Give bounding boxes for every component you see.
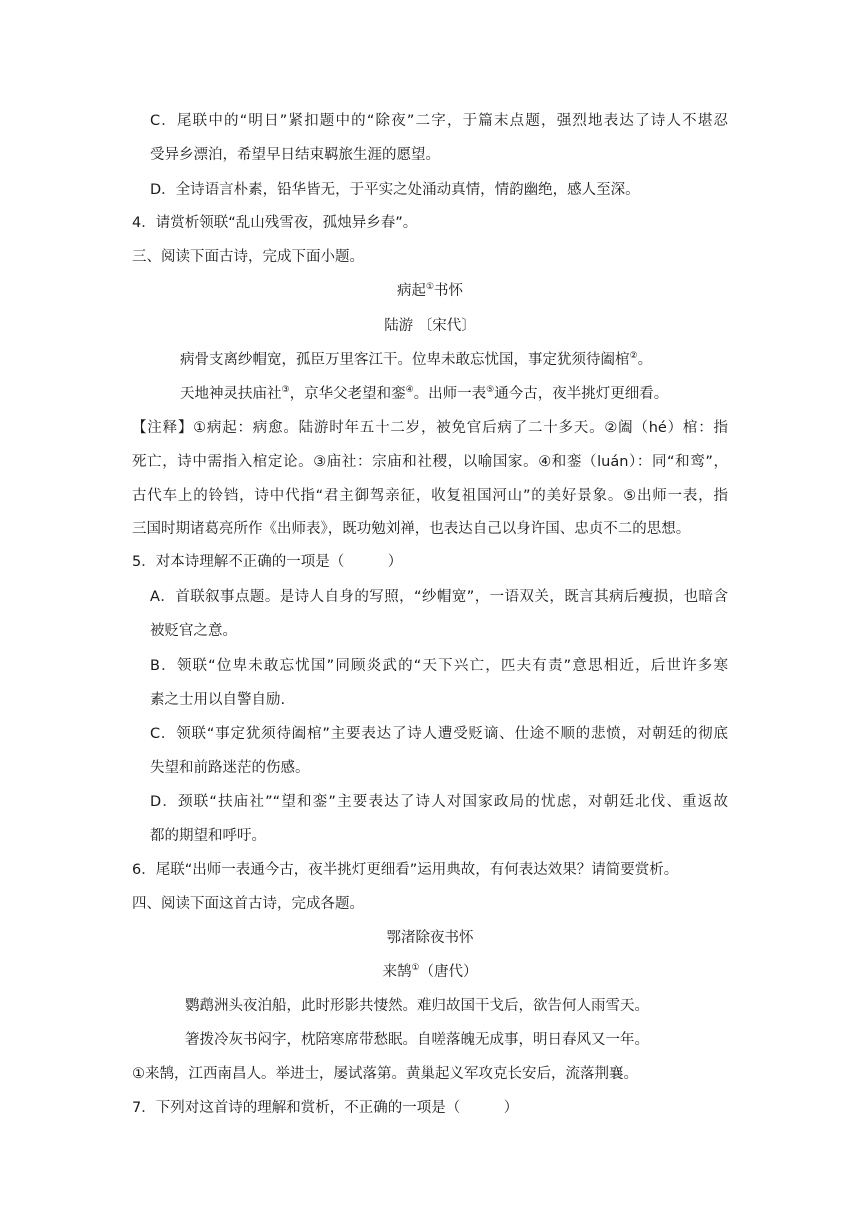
option-c-line1: C．尾联中的“明日”紧扣题中的“除夜”二字，于篇末点题，强烈地表达了诗人不堪忍: [150, 113, 728, 129]
q5-option-d-line2: 都的期望和呼吁。: [150, 828, 266, 844]
poem2-line-1: 鹦鹉洲头夜泊船，此时形影共悽然。难归故国干戈后，欲告何人雨雪天。: [185, 998, 649, 1014]
notes-line-3: 古代车上的铃铛，诗中代指“君主御驾亲征，收复祖国河山”的美好景象。⑤出师一表，指: [132, 488, 728, 504]
option-d: D．全诗语言朴素，铅华皆无，于平实之处涌动真情，情韵幽绝，感人至深。: [150, 182, 640, 198]
notes-line-2: 死亡，诗中需指入棺定论。③庙社：宗庙和社稷，以喻国家。④和銮（luán）：同“和鸾”，: [132, 454, 728, 470]
poem-title-bingqi: 病起①书怀: [396, 282, 464, 299]
poem-line-2: 天地神灵扶庙社③，京华父老望和銮④。出师一表⑤通今古，夜半挑灯更细看。: [180, 385, 669, 402]
q5-option-a-line2: 被贬官之意。: [150, 623, 237, 639]
section-3-heading: 三、阅读下面古诗，完成下面小题。: [132, 249, 364, 265]
poem2-note: ①来鹄，江西南昌人。举进士，屡试落第。黄巢起义军攻克长安后，流落荆襄。: [132, 1066, 638, 1082]
question-5: 5．对本诗理解不正确的一项是（ ）: [132, 554, 403, 570]
poem-author-laihu: 来鹄①（唐代）: [382, 963, 478, 980]
poem2-line-2: 箸拨冷灰书闷字，枕陪寒席带愁眠。自嗟落魄无成事，明日春风又一年。: [185, 1032, 649, 1048]
section-4-heading: 四、阅读下面这首古诗，完成各题。: [132, 896, 364, 912]
q5-option-b-line2: 素之士用以自警自励.: [150, 692, 286, 708]
notes-line-4: 三国时期诸葛亮所作《出师表》，既功勉刘禅，也表达自己以身许国、忠贞不二的思想。: [132, 521, 691, 537]
q5-option-d-line1: D．颈联“扶庙社”“望和銮”主要表达了诗人对国家政局的忧虑，对朝廷北伐、重返故: [150, 794, 728, 810]
question-6: 6．尾联“出师一表通今古，夜半挑灯更细看”运用典故，有何表达效果？请简要赏析。: [132, 862, 679, 878]
q5-option-a-line1: A．首联叙事点题。是诗人自身的写照，“纱帽宽”，一语双关，既言其病后瘦损，也暗含: [150, 589, 728, 605]
poem-line-1: 病骨支离纱帽宽，孤臣万里客江干。位卑未敢忘忧国，事定犹须待阖棺②。: [180, 351, 653, 368]
question-7: 7．下列对这首诗的理解和赏析，不正确的一项是（ ）: [132, 1100, 519, 1116]
poem-title-ezhu: 鄂渚除夜书怀: [386, 930, 474, 946]
q5-option-c-line1: C．领联“事定犹须待阖棺”主要表达了诗人遭受贬谪、仕途不顺的悲愤，对朝廷的彻底: [150, 726, 728, 742]
q5-option-c-line2: 失望和前路迷茫的伤感。: [150, 760, 310, 776]
poem-author-luyou: 陆游 〔宋代〕: [384, 318, 476, 334]
option-c-line2: 受异乡漂泊，希望早日结束羁旅生涯的愿望。: [150, 147, 440, 163]
q5-option-b-line1: B．领联“位卑未敢忘忧国”同顾炎武的“天下兴亡，匹夫有责”意思相近，后世许多寒: [150, 658, 728, 674]
notes-line-1: 【注释】①病起：病愈。陆游时年五十二岁，被免官后病了二十多天。②阖（hé）棺：指: [132, 420, 728, 436]
question-4: 4．请赏析领联“乱山残雪夜，孤烛异乡春”。: [132, 215, 418, 231]
